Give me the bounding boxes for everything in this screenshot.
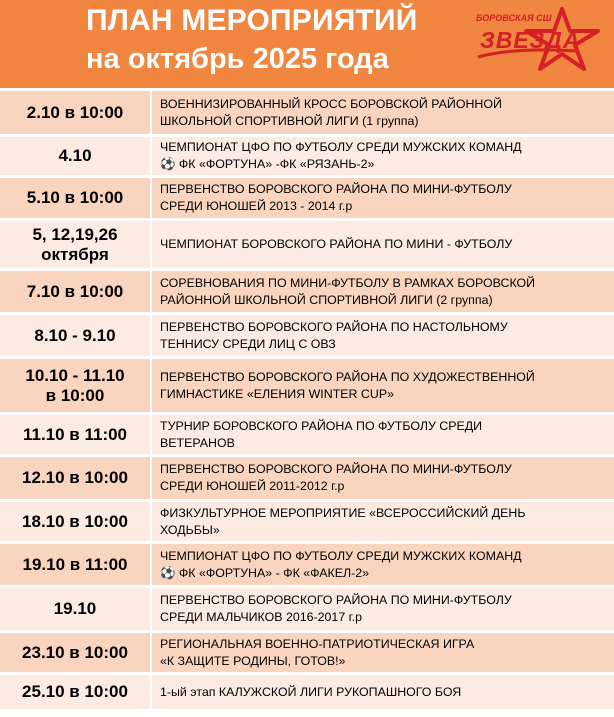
event-date: 10.10 - 11.10 в 10:00	[25, 365, 125, 405]
logo-main-text: ЗВЕЗДА	[480, 27, 581, 53]
event-date: 12.10 в 10:00	[22, 468, 128, 487]
event-row	[0, 630, 614, 672]
event-description: ТУРНИР БОРОВСКОГО РАЙОНА ПО ФУТБОЛУ СРЕДИ ВЕТЕРАНОВ	[150, 415, 614, 454]
event-date: 7.10 в 10:00	[26, 281, 124, 301]
page-subtitle: на октябрь 2025 года	[86, 43, 389, 75]
event-date: 25.10 в 10:00	[22, 682, 128, 701]
event-date: 8.10 - 9.10	[34, 325, 116, 345]
event-date: 2.10 в 10:00	[26, 102, 124, 122]
event-row	[0, 585, 614, 630]
event-row	[0, 312, 614, 356]
event-row	[0, 499, 614, 541]
event-row	[0, 412, 614, 454]
event-row	[0, 218, 614, 268]
school-logo	[476, 7, 604, 83]
event-description: РЕГИОНАЛЬНАЯ ВОЕННО-ПАТРИОТИЧЕСКАЯ ИГРА «К ЗАЩИТЕ РОДИНЫ, ГОТОВ!»	[150, 633, 614, 672]
event-row	[0, 541, 614, 585]
event-description: ПЕРВЕНСТВО БОРОВСКОГО РАЙОНА ПО НАСТОЛЬНОМУ ТЕННИСУ СРЕДИ ЛИЦ С ОВЗ	[150, 315, 614, 356]
event-date: 11.10 в 11:00	[22, 424, 128, 444]
event-date: 5, 12,19,26 октября	[32, 224, 118, 264]
event-description: 1-ый этап КАЛУЖСКОЙ ЛИГИ РУКОПАШНОГО БОЯ	[150, 675, 614, 709]
event-date: 5.10 в 10:00	[26, 188, 124, 207]
event-description: ПЕРВЕНСТВО БОРОВСКОГО РАЙОНА ПО МИНИ-ФУТБОЛУ СРЕДИ ЮНОШЕЙ 2011-2012 г.р	[150, 457, 614, 499]
event-description: ПЕРВЕНСТВО БОРОВСКОГО РАЙОНА ПО ХУДОЖЕСТВЕННОЙ ГИМНАСТИКЕ «ЕЛЕНИЯ WINTER CUP»	[150, 359, 614, 412]
event-date: 18.10 в 10:00	[22, 511, 128, 531]
event-row	[0, 268, 614, 312]
event-row	[0, 175, 614, 218]
event-date: 19.10	[53, 599, 97, 618]
event-description: ПЕРВЕНСТВО БОРОВСКОГО РАЙОНА ПО МИНИ-ФУТБОЛУ СРЕДИ ЮНОШЕЙ 2013 - 2014 г.р	[150, 178, 614, 218]
event-description: ЧЕМПИОНАТ ЦФО ПО ФУТБОЛУ СРЕДИ МУЖСКИХ КОМАНД ⚽ ФК «ФОРТУНА» -ФК «РЯЗАНЬ-2»	[150, 137, 614, 175]
event-description: ЧЕМПИОНАТ ЦФО ПО ФУТБОЛУ СРЕДИ МУЖСКИХ КОМАНД ⚽ ФК «ФОРТУНА» - ФК «ФАКЕЛ-2»	[150, 544, 614, 585]
event-description: ЧЕМПИОНАТ БОРОВСКОГО РАЙОНА ПО МИНИ - ФУТБОЛУ	[150, 221, 614, 268]
event-row	[0, 88, 614, 134]
event-row	[0, 454, 614, 499]
page-title: ПЛАН МЕРОПРИЯТИЙ	[86, 4, 418, 37]
events-table	[0, 88, 614, 709]
event-date: 4.10	[58, 146, 92, 165]
event-date: 19.10 в 11:00	[22, 554, 128, 574]
event-row	[0, 356, 614, 412]
event-description: ФИЗКУЛЬТУРНОЕ МЕРОПРИЯТИЕ «ВСЕРОССИЙСКИЙ ДЕНЬ ХОДЬБЫ»	[150, 502, 614, 541]
event-description: СОРЕВНОВАНИЯ ПО МИНИ-ФУТБОЛУ В РАМКАХ БОРОВСКОЙ РАЙОННОЙ ШКОЛЬНОЙ СПОРТИВНОЙ ЛИГИ (2 группа)	[150, 271, 614, 312]
event-date: 23.10 в 10:00	[22, 642, 128, 662]
logo-small-text: БОРОВСКАЯ СШ	[476, 13, 552, 23]
header-banner	[0, 0, 614, 88]
event-description: ВОЕННИЗИРОВАННЫЙ КРОСС БОРОВСКОЙ РАЙОННОЙ ШКОЛЬНОЙ СПОРТИВНОЙ ЛИГИ (1 группа)	[150, 91, 614, 134]
event-description: ПЕРВЕНСТВО БОРОВСКОГО РАЙОНА ПО МИНИ-ФУТБОЛУ СРЕДИ МАЛЬЧИКОВ 2016-2017 г.р	[150, 588, 614, 630]
event-row	[0, 134, 614, 175]
event-row	[0, 672, 614, 709]
